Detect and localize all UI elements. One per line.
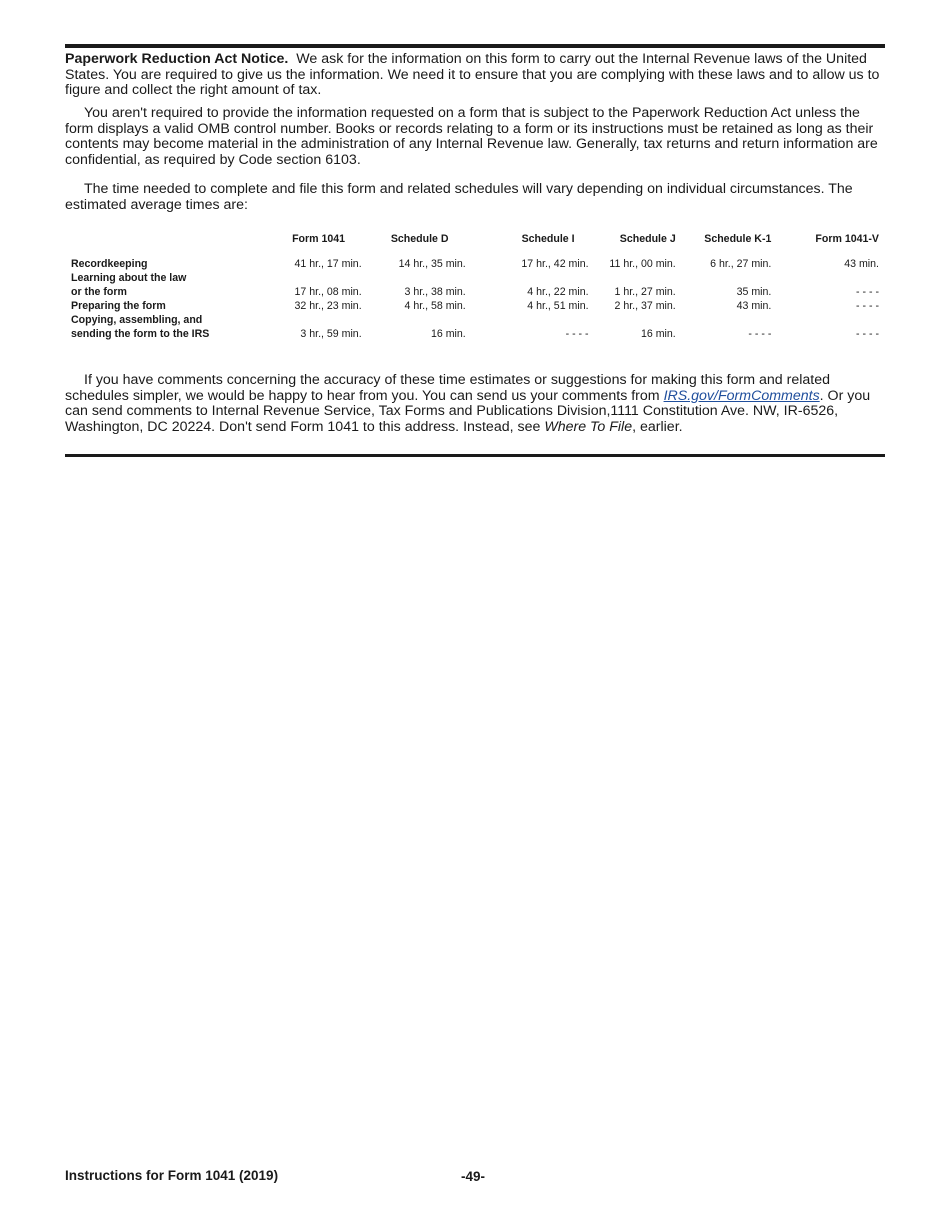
omb-text: You aren't required to provide the information requested on a form that is subject to the Paperwork Reduction Act unless the form displays a valid OMB control number. Books or records relating to a form or its instructions must be retained as long as their contents may become material in the administration of any Internal Revenue law. Generally, tax returns and return information are confidential, as required by Code section 6103. bbox=[65, 105, 878, 168]
table-cell: 4 hr., 51 min. bbox=[527, 300, 589, 312]
time-intro-text: The time needed to complete and file this form and related schedules will vary depending on individual circumstances. The estimated average times are: bbox=[65, 181, 853, 213]
table-cell: 1 hr., 27 min. bbox=[614, 286, 676, 298]
table-cell: 16 min. bbox=[640, 328, 676, 340]
comments-address-text: . Or you can send comments to Internal Revenue Service, Tax Forms and Publications Division,1111 Constitution Ave. NW, IR-6526, Washington, DC 20224. Don't send Form 1041 to this address. Instead, see bbox=[65, 387, 871, 435]
table-cell: 3 hr., 38 min. bbox=[404, 286, 466, 298]
bottom-rule bbox=[65, 454, 885, 457]
table-cell: - - - - bbox=[565, 328, 589, 340]
table-cell: - - - - bbox=[856, 300, 879, 312]
row-label: sending the form to the IRS bbox=[71, 328, 210, 340]
table-cell: 2 hr., 37 min. bbox=[614, 300, 676, 312]
label-column-header bbox=[65, 232, 270, 254]
column-header: Form 1041-V bbox=[815, 233, 879, 245]
table-cell: 17 hr., 08 min. bbox=[294, 286, 362, 298]
table-cell: 17 hr., 42 min. bbox=[521, 258, 589, 270]
comments-paragraph bbox=[65, 373, 887, 435]
notice-heading: Paperwork Reduction Act Notice. bbox=[65, 51, 289, 67]
row-label: Preparing the form bbox=[71, 300, 166, 312]
table-row bbox=[65, 271, 885, 285]
omb-paragraph bbox=[65, 106, 887, 168]
table-cell: 3 hr., 59 min. bbox=[300, 328, 362, 340]
time-intro-paragraph bbox=[65, 182, 887, 213]
table-cell: 16 min. bbox=[431, 328, 466, 340]
table-header-row bbox=[65, 232, 885, 254]
column-header: Form 1041 bbox=[292, 233, 346, 245]
row-label: or the form bbox=[71, 286, 127, 298]
table-cell: 43 min. bbox=[736, 300, 772, 312]
table-cell: 41 hr., 17 min. bbox=[294, 258, 362, 270]
time-estimates-table bbox=[65, 232, 885, 341]
table-cell: 4 hr., 22 min. bbox=[527, 286, 589, 298]
table-row bbox=[65, 327, 885, 341]
row-label: Recordkeeping bbox=[71, 258, 148, 270]
top-rule bbox=[65, 44, 885, 48]
table-cell: 4 hr., 58 min. bbox=[404, 300, 466, 312]
table-cell: 11 hr., 00 min. bbox=[609, 258, 676, 270]
table-cell: 32 hr., 23 min. bbox=[294, 300, 362, 312]
table-row bbox=[65, 254, 885, 271]
notice-text: We ask for the information on this form to carry out the Internal Revenue laws of the United States. You are required to give us the information. We need it to ensure that you are complying with these laws and to allow us to figure and collect the right amount of tax. bbox=[65, 51, 880, 98]
page-number: -49- bbox=[461, 1169, 486, 1184]
table-cell: 35 min. bbox=[736, 286, 772, 298]
table-cell: - - - - bbox=[856, 328, 879, 340]
table-row bbox=[65, 313, 885, 327]
table-cell: - - - - bbox=[748, 328, 772, 340]
table-cell: 6 hr., 27 min. bbox=[710, 258, 772, 270]
column-header: Schedule J bbox=[619, 233, 676, 245]
table-row bbox=[65, 285, 885, 299]
footer-title: Instructions for Form 1041 (2019) bbox=[65, 1168, 279, 1183]
where-to-file-reference: Where To File bbox=[544, 418, 633, 435]
table-cell: 43 min. bbox=[844, 258, 879, 270]
table-cell: - - - - bbox=[856, 286, 879, 298]
column-header: Schedule I bbox=[521, 233, 575, 245]
paperwork-notice-paragraph bbox=[65, 52, 887, 99]
row-label: Learning about the law bbox=[71, 272, 187, 284]
table-cell: 14 hr., 35 min. bbox=[398, 258, 466, 270]
comments-end-text: , earlier. bbox=[632, 418, 683, 435]
table-row bbox=[65, 299, 885, 313]
column-header: Schedule D bbox=[390, 233, 449, 245]
form-comments-link[interactable]: IRS.gov/FormComments bbox=[663, 387, 820, 404]
column-header: Schedule K-1 bbox=[704, 233, 772, 245]
row-label: Copying, assembling, and bbox=[71, 314, 203, 326]
comments-text: If you have comments concerning the accuracy of these time estimates or suggestions for making this form and related schedules simpler, we would be happy to hear from you. You can send us your comments from bbox=[65, 372, 830, 404]
